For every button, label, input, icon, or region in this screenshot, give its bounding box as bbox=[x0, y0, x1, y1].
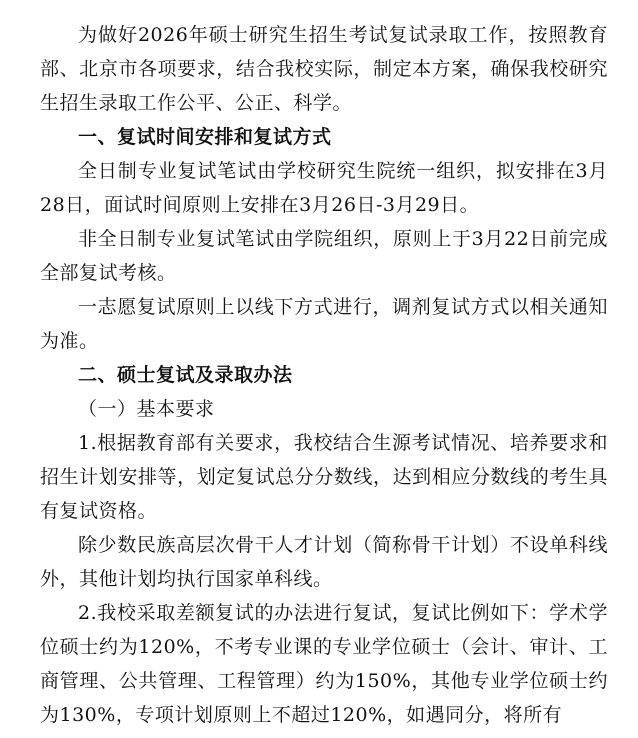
paragraph-exam-mode: 一志愿复试原则上以线下方式进行，调剂复试方式以相关通知为准。 bbox=[40, 296, 608, 352]
paragraph-parttime-exam: 非全日制专业复试笔试由学院组织，原则上于3月22日前完成全部复试考核。 bbox=[40, 228, 608, 284]
intro-paragraph: 为做好2026年硕士研究生招生考试复试录取工作，按照教育部、北京市各项要求，结合我校实际，制定本方案，确保我校研究生招生录取工作公平、公正、科学。 bbox=[40, 24, 608, 114]
paragraph-ratio: 2.我校采取差额复试的办法进行复试，复试比例如下：学术学位硕士约为120%，不考专业课的专业学位硕士（会计、审计、工商管理、公共管理、工程管理）约为150%，其他专业学位硕士约为130%，专项计划原则上不超过120%，如遇同分，将所有 bbox=[40, 602, 608, 726]
paragraph-score-line: 1.根据教育部有关要求，我校结合生源考试情况、培养要求和招生计划安排等，划定复试总分分数线，达到相应分数线的考生具有复试资格。 bbox=[40, 432, 608, 522]
section-heading-admission: 二、硕士复试及录取办法 bbox=[78, 364, 293, 386]
paragraph-fulltime-exam: 全日制专业复试笔试由学校研究生院统一组织，拟安排在3月28日，面试时间原则上安排在3月26日-3月29日。 bbox=[40, 160, 608, 216]
subsection-heading-basic: （一）基本要求 bbox=[78, 398, 215, 420]
paragraph-single-subject: 除少数民族高层次骨干人才计划（简称骨干计划）不设单科线外，其他计划均执行国家单科线。 bbox=[40, 534, 608, 590]
section-heading-schedule: 一、复试时间安排和复试方式 bbox=[78, 126, 332, 148]
